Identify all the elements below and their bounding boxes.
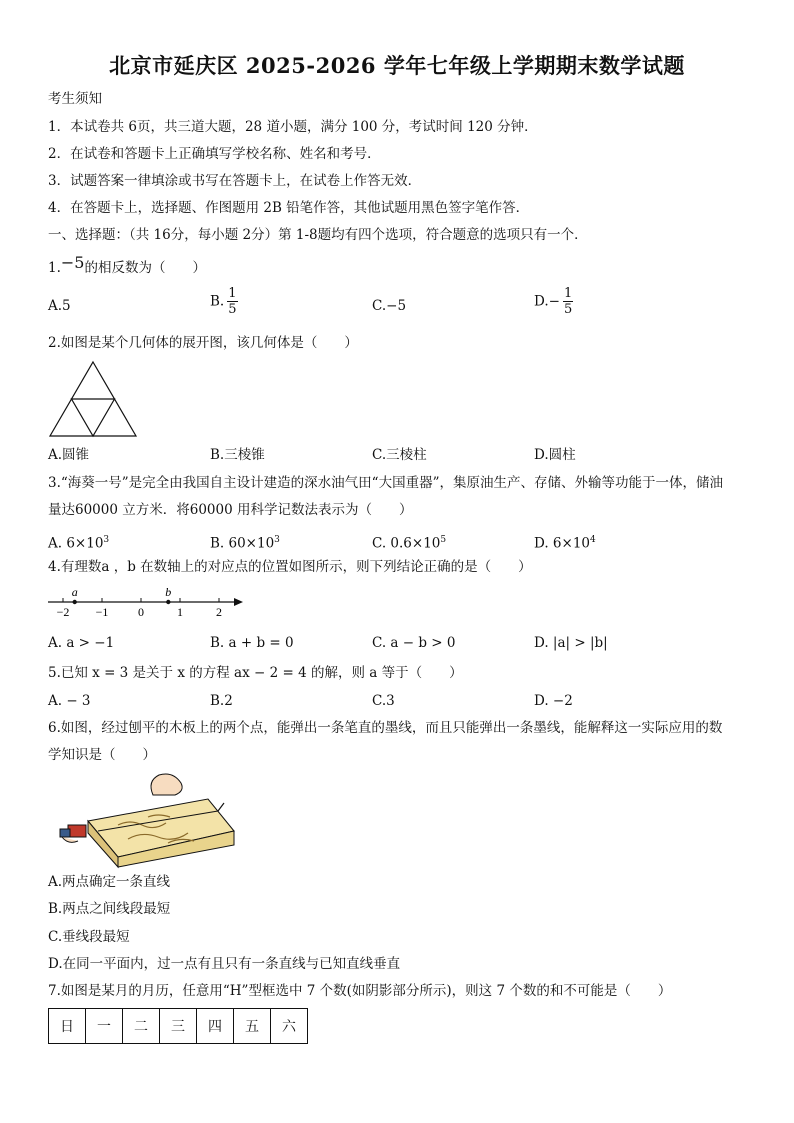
q2-option-d[interactable]: D.圆柱 (534, 447, 576, 463)
notice-item: 3．试题答案一律填涂或书写在答题卡上，在试卷上作答无效． (48, 173, 422, 189)
q6-option-d[interactable]: D.在同一平面内，过一点有且只有一条直线与已知直线垂直 (48, 956, 401, 972)
number-line-tick-label: −2 (56, 605, 70, 619)
number-line-tick-label: −1 (95, 605, 109, 619)
q4-option-b[interactable]: B. a + b = 0 (210, 635, 294, 651)
calendar-header-cell: 二 (123, 1009, 160, 1044)
q1-option-c[interactable]: C.−5 (372, 298, 407, 314)
question-4-stem: 4.有理数a ，b 在数轴上的对应点的位置如图所示，则下列结论正确的是（ ） (48, 559, 532, 575)
notice-item: 1．本试卷共 6页，共三道大题，28 道小题，满分 100 分，考试时间 120 分钟． (48, 119, 538, 135)
q4-option-c[interactable]: C. a − b > 0 (372, 635, 456, 651)
q5-option-c[interactable]: C.3 (372, 693, 395, 709)
q3-option-c[interactable]: C. $0.6\times 10^5$ (372, 535, 447, 552)
point-a-label: a (71, 585, 78, 599)
question-5-stem: 5.已知 x = 3 是关于 x 的方程 ax − 2 = 4 的解，则 a 等于（ ） (48, 665, 463, 681)
q5-option-b[interactable]: B.2 (210, 693, 233, 709)
q2-option-c[interactable]: C.三棱柱 (372, 447, 427, 463)
point-b-label: b (165, 585, 172, 599)
calendar-table (48, 1008, 308, 1044)
q6-option-c[interactable]: C.垂线段最短 (48, 929, 130, 945)
page-title: 北京市延庆区 2025-2026 学年七年级上学期期末数学试题 (109, 53, 685, 78)
point-b-marker (166, 600, 170, 604)
q4-option-d[interactable]: D. |a| > |b| (534, 635, 608, 651)
notice-item: 2．在试卷和答题卡上正确填写学校名称、姓名和考号． (48, 146, 381, 162)
q2-option-a[interactable]: A.圆锥 (48, 447, 90, 463)
q1-option-d[interactable]: D.− $\frac{1}{5}$ (534, 286, 573, 317)
calendar-header-cell: 日 (49, 1009, 86, 1044)
calendar-header-cell: 三 (160, 1009, 197, 1044)
number-line-figure (48, 582, 248, 622)
notice-heading: 考生须知 (48, 91, 102, 107)
question-1-stem: 1.−5的相反数为（ ） (48, 253, 206, 276)
question-7-stem: 7.如图是某月的月历，任意用“H”型框选中 7 个数(如阴影部分所示)，则这 7 个数的和不可能是（ ） (48, 983, 672, 999)
question-3-line1: 3.“海葵一号”是完全由我国自主设计建造的深水油气田“大国重器”，集原油生产、存储、外输等功能于一体，储油 (48, 475, 723, 491)
q6-option-b[interactable]: B.两点之间线段最短 (48, 901, 171, 917)
question-2-stem: 2.如图是某个几何体的展开图，该几何体是（ ） (48, 335, 358, 351)
q6-option-a[interactable]: A.两点确定一条直线 (48, 874, 171, 890)
point-a-marker (73, 600, 77, 604)
q5-option-a[interactable]: A. − 3 (48, 693, 91, 709)
q3-option-b[interactable]: B. $60\times 10^3$ (210, 535, 280, 552)
q1-option-a[interactable]: A.5 (48, 298, 71, 314)
q3-option-a[interactable]: A. $6\times 10^3$ (48, 535, 110, 552)
q5-option-d[interactable]: D. −2 (534, 693, 573, 709)
number-line-tick-label: 2 (216, 605, 222, 619)
question-6-line2: 学知识是（ ） (48, 747, 156, 763)
number-line-tick-label: 1 (177, 605, 183, 619)
q1-option-b[interactable]: B. $\frac{1}{5}$ (210, 286, 237, 317)
section-heading: 一、选择题：（共 16分，每小题 2分）第 1-8题均有四个选项，符合题意的选项只有一个． (48, 227, 588, 243)
question-3-line2: 量达60000 立方米．将60000 用科学记数法表示为（ ） (48, 502, 413, 518)
triangle-net-figure (48, 360, 138, 438)
notice-item: 4．在答题卡上，选择题、作图题用 2B 铅笔作答，其他试题用黑色签字笔作答． (48, 200, 530, 216)
q2-option-b[interactable]: B.三棱锥 (210, 447, 265, 463)
calendar-header-cell: 四 (197, 1009, 234, 1044)
calendar-header-cell: 六 (271, 1009, 308, 1044)
q4-option-a[interactable]: A. a > −1 (48, 635, 115, 651)
q3-option-d[interactable]: D. $6\times 10^4$ (534, 535, 596, 552)
calendar-header-cell: 一 (86, 1009, 123, 1044)
calendar-header-cell: 五 (234, 1009, 271, 1044)
question-6-line1: 6.如图，经过刨平的木板上的两个点，能弹出一条笔直的墨线，而且只能弹出一条墨线，能解释这一实际应用的数 (48, 720, 723, 736)
wood-plank-illustration (58, 773, 238, 867)
number-line-tick-label: 0 (138, 605, 144, 619)
